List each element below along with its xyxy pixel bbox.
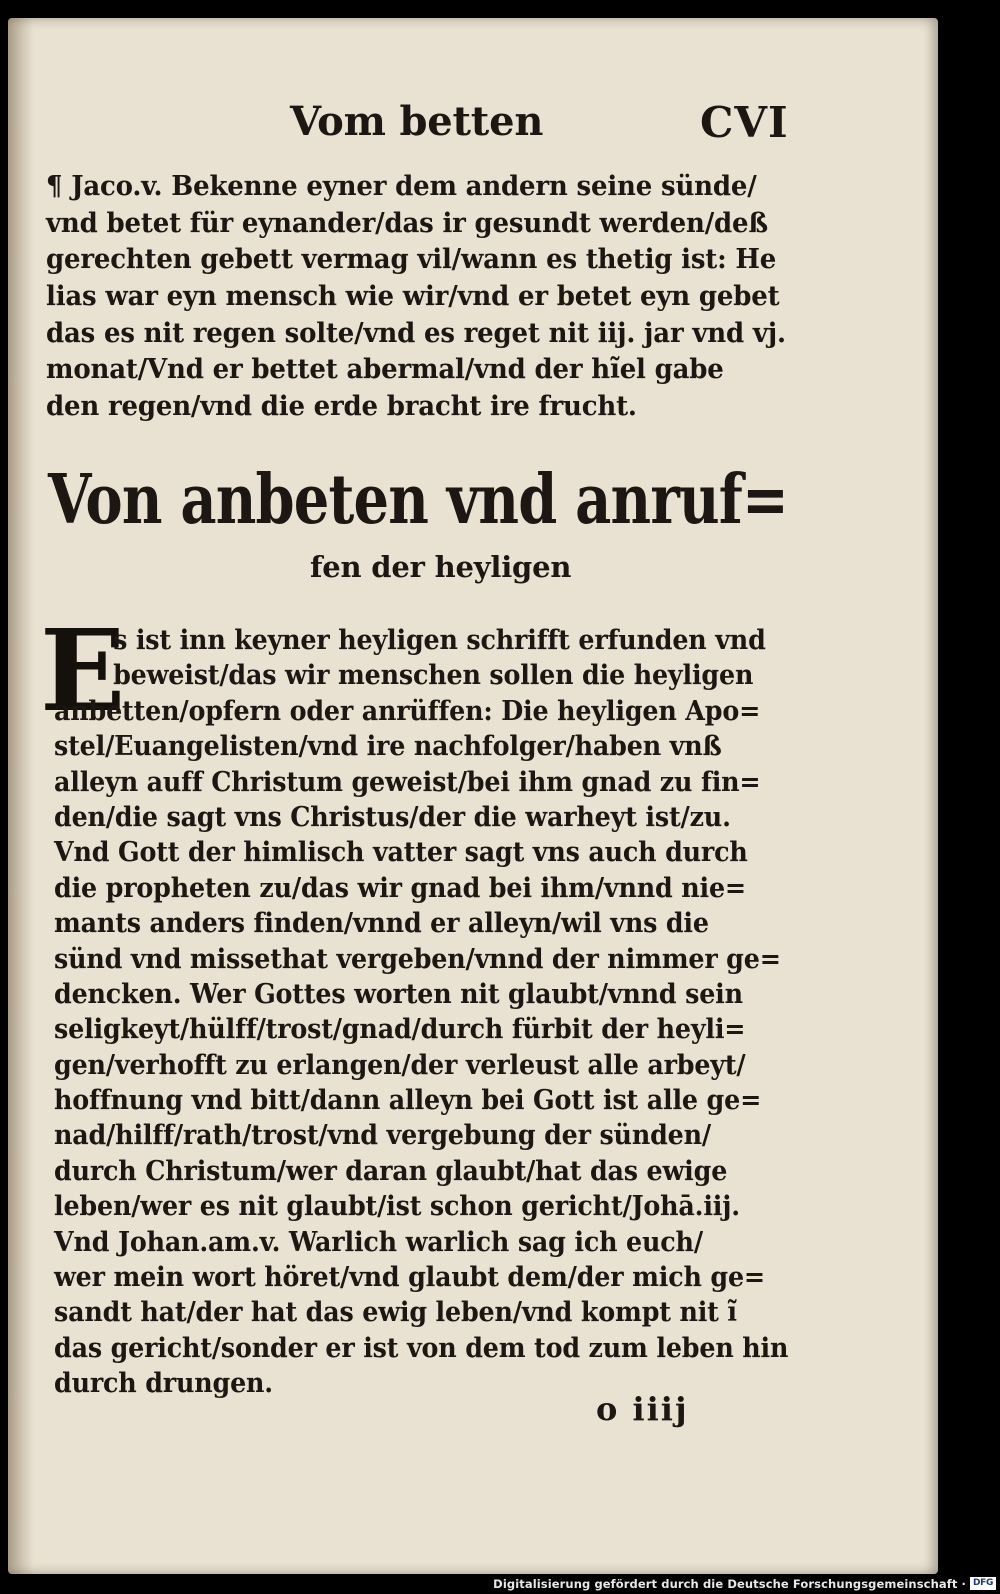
text-line: stel/Euangelisten/vnd ire nachfolger/haben vnß	[54, 730, 722, 763]
text-line: s ist inn keyner heyligen schrifft erfunden vnd	[113, 624, 766, 656]
text-line: Vnd Johan.am.v. Warlich warlich sag ich euch/	[54, 1225, 703, 1258]
text-line: die propheten zu/das wir gnad bei ihm/vnnd nie=	[54, 871, 747, 904]
text-line: dencken. Wer Gottes worten nit glaubt/vnnd sein	[54, 977, 743, 1010]
text-line: hoffnung vnd bitt/dann alleyn bei Gott ist alle ge=	[54, 1084, 762, 1117]
spine-shadow	[8, 18, 34, 1574]
drop-cap: E	[40, 606, 126, 737]
text-line: den/die sagt vns Christus/der die warheyt ist/zu.	[54, 800, 731, 833]
text-line: ¶ Jaco.v. Bekenne eyner dem andern seine sünde/	[46, 170, 757, 202]
funding-credit: Digitalisierung gefördert durch die Deutsche Forschungsgemeinschaft ·	[493, 1577, 966, 1591]
signature-mark: o iiij	[596, 1390, 689, 1428]
text-line: den regen/vnd die erde bracht ire frucht.	[46, 390, 637, 423]
text-line: wer mein wort höret/vnd glaubt dem/der mich ge=	[54, 1261, 766, 1294]
text-line: vnd betet für eynander/das ir gesundt werden/deß	[46, 206, 768, 239]
text-line: leben/wer es nit glaubt/ist schon gericht/Johā.iij.	[54, 1190, 740, 1223]
text-line: Vnd Gott der himlisch vatter sagt vns auch durch	[54, 836, 748, 869]
text-line: monat/Vnd er bettet abermal/vnd der hĩel gabe	[46, 353, 724, 386]
dfg-logo[interactable]: DFG	[970, 1577, 996, 1590]
section-subheading: fen der heyligen	[310, 550, 572, 584]
text-line: gen/verhofft zu erlangen/der verleust alle arbeyt/	[54, 1048, 746, 1081]
text-line: sünd vnd missethat vergeben/vnnd der nimmer ge=	[54, 942, 781, 975]
text-line: nad/hilff/rath/trost/vnd vergebung der sünden/	[54, 1119, 711, 1152]
text-line: mants anders finden/vnnd er alleyn/wil vns die	[54, 907, 709, 940]
book-page	[8, 18, 938, 1574]
section-heading: Von anbeten vnd anruf=	[48, 460, 789, 540]
text-line: durch Christum/wer daran glaubt/hat das ewige	[54, 1154, 728, 1187]
text-line: lias war eyn mensch wie wir/vnd er betet eyn gebet	[46, 280, 780, 313]
text-line: gerechten gebett vermag vil/wann es thetig ist: He	[46, 243, 777, 276]
footer-bar	[0, 1574, 1000, 1594]
text-line: beweist/das wir menschen sollen die heyligen	[113, 659, 754, 692]
text-line: sandt hat/der hat das ewig leben/vnd kompt nit ĩ	[54, 1296, 737, 1329]
prayer-paragraph	[46, 168, 828, 425]
folio-number: CVI	[700, 98, 789, 147]
text-line: durch drungen.	[54, 1367, 273, 1400]
text-line: das gericht/sonder er ist von dem tod zum leben hin	[54, 1331, 789, 1364]
text-line: das es nit regen solte/vnd es reget nit iij. jar vnd vj.	[46, 316, 786, 349]
running-title: Vom betten	[290, 98, 544, 145]
text-line: anbetten/opfern oder anrüffen: Die heyligen Apo=	[54, 694, 761, 727]
text-line: seligkeyt/hülff/trost/gnad/durch fürbit der heyli=	[54, 1013, 746, 1046]
text-line: alleyn auff Christum geweist/bei ihm gnad zu fin=	[54, 765, 761, 798]
body-paragraph	[54, 623, 850, 1402]
